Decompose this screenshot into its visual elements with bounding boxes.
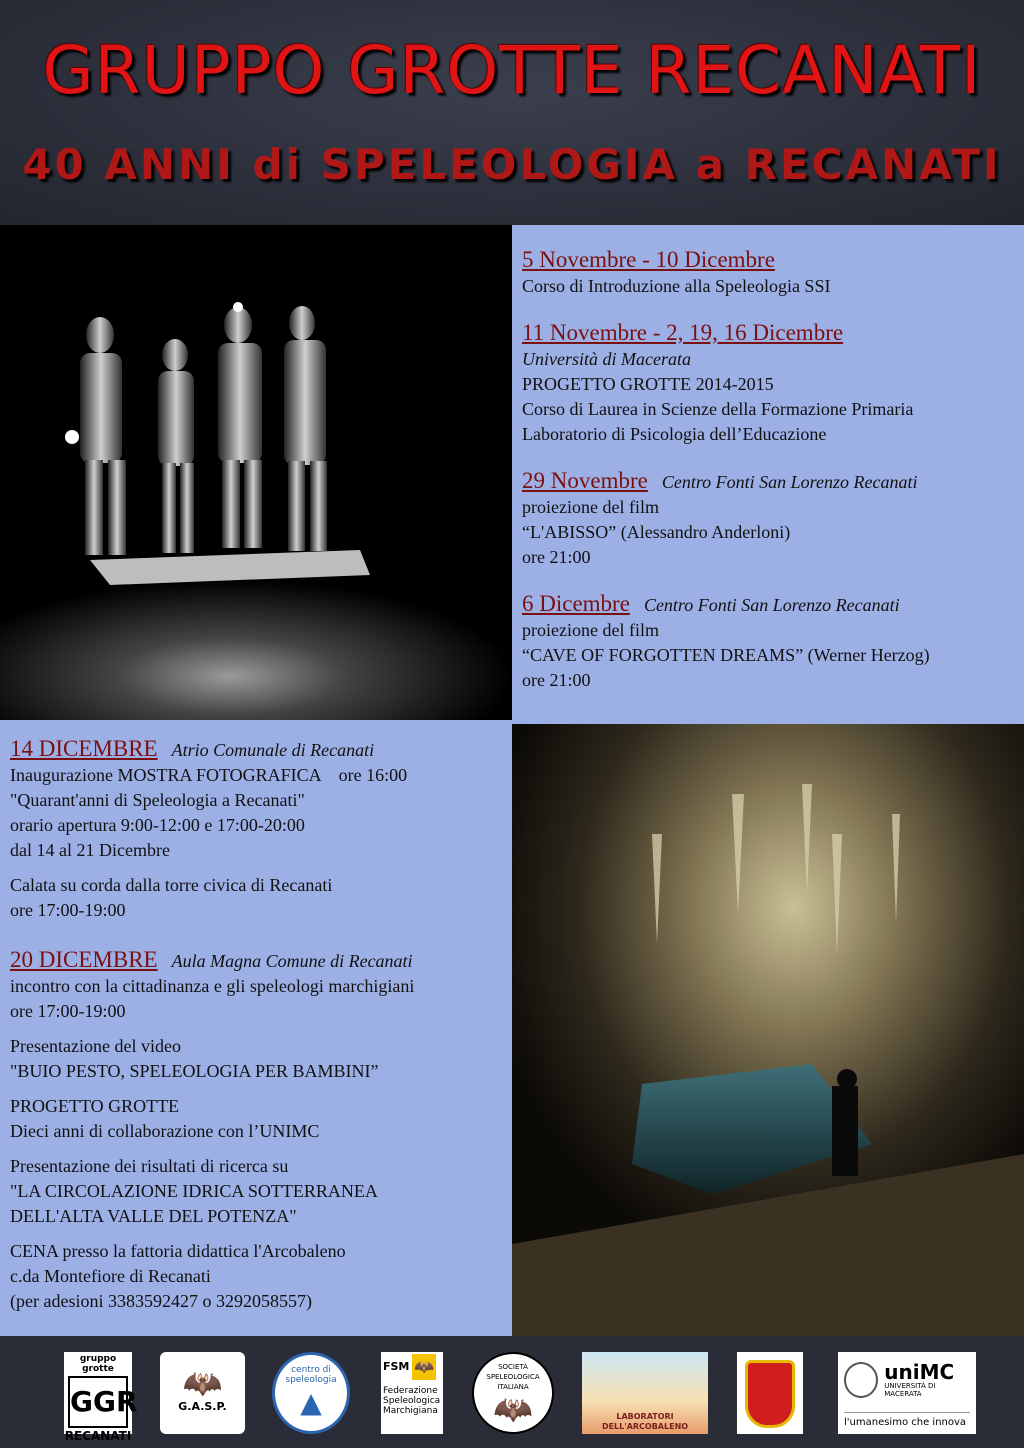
university-seal-icon — [844, 1362, 878, 1398]
event-line: (per adesioni 3383592427 o 3292058557) — [10, 1291, 312, 1311]
event-line: PROGETTO GROTTE 2014-2015 — [522, 374, 774, 394]
event-line: PROGETTO GROTTE — [10, 1096, 180, 1116]
event-line: Corso di Introduzione alla Speleologia SSI — [522, 276, 831, 296]
event-line: Corso di Laurea in Scienze della Formazione Primaria — [522, 399, 914, 419]
cave-interior-photo — [512, 724, 1024, 1336]
ggr-logo-letters: GGR — [68, 1376, 128, 1428]
event-line: Inaugurazione MOSTRA FOTOGRAFICA ore 16:00 — [10, 765, 408, 785]
poster-header — [0, 0, 1024, 225]
event-line: Presentazione del video — [10, 1036, 181, 1056]
event-date: 5 Novembre - 10 Dicembre — [522, 247, 775, 272]
poster-subtitle: 40 ANNI di SPELEOLOGIA a RECANATI — [22, 140, 1002, 189]
events-panel-left — [0, 720, 512, 1336]
event-line: dal 14 al 21 Dicembre — [10, 840, 170, 860]
events-panel-right — [512, 225, 1024, 724]
event-place: Centro Fonti San Lorenzo Recanati — [661, 472, 918, 492]
event-line: ore 17:00-19:00 — [10, 1001, 126, 1021]
centro-logo-text: centro di speleologia — [285, 1365, 337, 1385]
unimc-brand: uniMC — [884, 1360, 955, 1384]
bat-icon: 🦇 — [412, 1354, 436, 1380]
gasp-logo — [160, 1352, 245, 1434]
unimc-logo — [838, 1352, 976, 1434]
event-line: CENA presso la fattoria didattica l'Arcobaleno — [10, 1241, 346, 1261]
fsm-logo-abbr: FSM — [383, 1360, 410, 1373]
centro-speleologia-logo — [272, 1352, 350, 1434]
event-line: proiezione del film — [522, 620, 659, 640]
event-date: 11 Novembre - 2, 19, 16 Dicembre — [522, 320, 844, 345]
arcobaleno-logo — [582, 1352, 708, 1434]
event-item — [522, 591, 1024, 693]
event-date: 20 DICEMBRE — [10, 947, 158, 972]
event-date: 6 Dicembre — [522, 591, 630, 616]
event-item — [522, 320, 1024, 447]
event-line: ore 21:00 — [522, 670, 591, 690]
event-line: Università di Macerata — [522, 349, 691, 369]
event-item — [522, 247, 1024, 299]
logos-bar — [0, 1336, 1024, 1448]
event-line: Calata su corda dalla torre civica di Recanati — [10, 875, 333, 895]
event-line: “L'ABISSO” (Alessandro Anderloni) — [522, 522, 791, 542]
event-date: 14 DICEMBRE — [10, 736, 158, 761]
event-line: proiezione del film — [522, 497, 659, 517]
event-line: Presentazione dei risultati di ricerca su — [10, 1156, 289, 1176]
ssi-logo-text: SOCIETÀ SPELEOLOGICA ITALIANA — [486, 1363, 540, 1391]
event-line: “CAVE OF FORGOTTEN DREAMS” (Werner Herzog) — [522, 645, 930, 665]
event-line: Laboratorio di Psicologia dell’Educazione — [522, 424, 827, 444]
event-line: incontro con la cittadinanza e gli speleologi marchigiani — [10, 976, 415, 996]
bat-icon: 🦇 — [182, 1364, 223, 1402]
mountain-icon: ▲ — [300, 1386, 322, 1419]
event-place: Aula Magna Comune di Recanati — [171, 951, 413, 971]
event-line: ore 17:00-19:00 — [10, 900, 126, 920]
ggr-logo-top: gruppo grotte — [79, 1354, 117, 1374]
event-place: Atrio Comunale di Recanati — [171, 740, 375, 760]
event-line: Dieci anni di collaborazione con l’UNIMC — [10, 1121, 320, 1141]
ggr-logo-bottom: RECANATI — [64, 1429, 132, 1443]
event-item — [10, 736, 512, 923]
arcobaleno-logo-text: LABORATORI DELL'ARCOBALENO — [601, 1412, 689, 1431]
fsm-logo-line2: Speleologica — [383, 1396, 441, 1406]
gasp-logo-text: G.A.S.P. — [178, 1400, 227, 1413]
crest-icon — [745, 1360, 795, 1428]
ssi-logo — [472, 1352, 554, 1434]
fsm-logo-line1: Federazione — [383, 1386, 438, 1396]
event-date: 29 Novembre — [522, 468, 648, 493]
fsm-logo-line3: Marchigiana — [383, 1406, 438, 1416]
event-line: c.da Montefiore di Recanati — [10, 1266, 211, 1286]
poster-title: GRUPPO GROTTE RECANATI — [42, 32, 982, 109]
ggr-logo — [64, 1352, 138, 1443]
event-line: DELL'ALTA VALLE DEL POTENZA" — [10, 1206, 297, 1226]
recanati-crest-logo — [737, 1352, 803, 1434]
event-place: Centro Fonti San Lorenzo Recanati — [643, 595, 900, 615]
fsm-logo — [381, 1352, 443, 1434]
event-line: "Quarant'anni di Speleologia a Recanati" — [10, 790, 305, 810]
event-item — [522, 468, 1024, 570]
unimc-sub: UNIVERSITÀ DI MACERATA — [884, 1382, 936, 1398]
event-line: "LA CIRCOLAZIONE IDRICA SOTTERRANEA — [10, 1181, 378, 1201]
event-line: "BUIO PESTO, SPELEOLOGIA PER BAMBINI” — [10, 1061, 379, 1081]
speleologists-group-photo — [0, 225, 512, 720]
unimc-tagline: l'umanesimo che innova — [844, 1412, 970, 1428]
bat-icon: 🦇 — [493, 1390, 533, 1428]
event-item — [10, 947, 512, 1314]
event-line: orario apertura 9:00-12:00 e 17:00-20:00 — [10, 815, 305, 835]
event-line: ore 21:00 — [522, 547, 591, 567]
